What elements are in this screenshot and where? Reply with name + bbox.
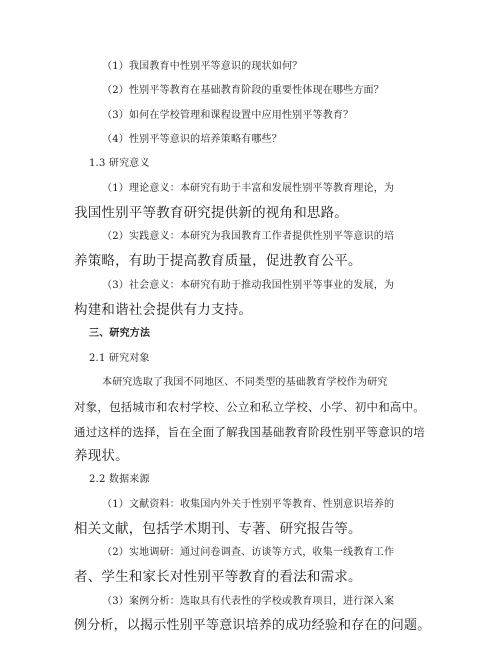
paragraph-line: 通过这样的选择，旨在全面了解我国基础教育阶段性别平等意识的培 [74,424,425,439]
paragraph-line: 相关文献，包括学术期刊、专著、研究报告等。 [74,520,362,537]
paragraph-line: （3）社会意义：本研究有助于推动我国性别平等事业的发展，为 [102,279,395,291]
paragraph-line: 对象，包括城市和农村学校、公立和私立学校、小学、初中和高中。 [74,400,425,415]
paragraph-line: （2）实地调研：通过问卷调查、访谈等方式，收集一线教育工作 [102,547,395,559]
section-heading-2-2: 2.2 数据来源 [89,474,150,486]
paragraph-line: （1）文献资料：收集国内外关于性别平等教育、性别意识培养的 [102,498,395,510]
paragraph-line: 养现状。 [74,447,129,464]
paragraph-line: 本研究选取了我国不同地区、不同类型的基础教育学校作为研究 [102,377,388,388]
chapter-heading-methods: 三、研究方法 [89,328,151,340]
paragraph-line: （1）理论意义：本研究有助于丰富和发展性别平等教育理论，为 [102,182,395,194]
question-4: （4）性别平等意识的培养策略有哪些？ [102,133,282,145]
paragraph-line: 例分析，以揭示性别平等意识培养的成功经验和存在的问题。 [74,618,431,633]
paragraph-line: （2）实践意义：本研究为我国教育工作者提供性别平等意识的培 [102,231,395,243]
paragraph-line: 养策略，有助于提高教育质量，促进教育公平。 [74,253,362,270]
section-heading-2-1: 2.1 研究对象 [89,352,150,364]
paragraph-line: （3）案例分析：选取具有代表性的学校或教育项目，进行深入案 [102,595,395,607]
question-2: （2）性别平等教育在基础教育阶段的重要性体现在哪些方面？ [102,85,384,97]
question-3: （3）如何在学校管理和课程设置中应用性别平等教育？ [102,109,354,121]
paragraph-line: 构建和谐社会提供有力支持。 [74,302,253,318]
section-heading-1-3: 1.3 研究意义 [89,158,150,170]
paragraph-line: 我国性别平等教育研究提供新的视角和思路。 [74,204,348,221]
question-1: （1）我国教育中性别平等意识的现状如何？ [102,61,303,72]
paragraph-line: 者、学生和家长对性别平等教育的看法和需求。 [74,569,362,586]
